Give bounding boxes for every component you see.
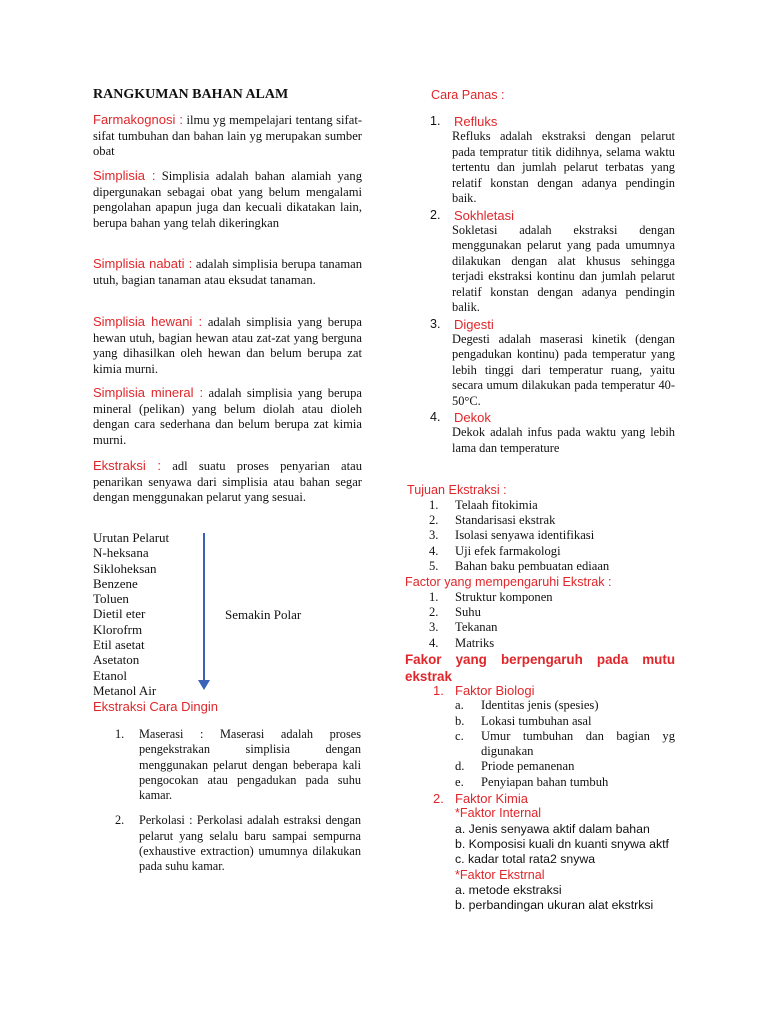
solvent-item: Benzene (93, 575, 138, 591)
list-item: d. Priode pemanenan (455, 759, 575, 774)
list-item: b. Komposisi kuali dn kuanti snywa aktf (455, 836, 669, 851)
tujuan-heading: Tujuan Ekstraksi : (407, 483, 507, 497)
polarity-arrow-head (198, 680, 210, 690)
definition-simplisia-hewani: Simplisia hewani : adalah simplisia yang berupa hewan utuh, bagian hewan atau zat-zat yang berguna yang dihasilkan oleh hewan dan belum berupa zat kimia murni. (93, 314, 362, 376)
solvent-heading: Urutan Pelarut (93, 530, 170, 545)
faktor-kimia: 2. Faktor Kimia (433, 791, 528, 807)
solvent-item: Sikloheksan (93, 560, 157, 576)
solvent-item: Toluen (93, 591, 129, 607)
panas-heading: Cara Panas : (431, 88, 505, 102)
list-item: 1. Refluks Refluks adalah ekstraksi dengan pelarut pada tempratur titik didihnya, selama waktu tertentu dan jumlah pelarut terbatas yang relatif konstan dengan adanya pendingin baik. (430, 114, 675, 205)
faktor-internal-label: *Faktor Internal (455, 806, 542, 821)
solvent-item: Etanol (93, 667, 127, 683)
list-item: a. Jenis senyawa aktif dalam bahan (455, 821, 650, 836)
faktor-eksternal-label: *Faktor Ekstrnal (455, 867, 545, 882)
polarity-arrow (203, 533, 205, 683)
faktor-biologi: 1. Faktor Biologi (433, 683, 535, 698)
definition-simplisia-mineral: Simplisia mineral : adalah simplisia yang berupa mineral (pelikan) yang belum diolah atau dioleh dengan cara sederhana dan belum berupa zat kimia murni. (93, 385, 362, 447)
page-title: RANGKUMAN BAHAN ALAM (93, 87, 289, 102)
factor-heading: Factor yang mempengaruhi Ekstrak : (405, 575, 612, 589)
list-item: b. perbandingan ukuran alat ekstrksi (455, 898, 654, 913)
dingin-heading: Ekstraksi Cara Dingin (93, 699, 218, 714)
solvent-item: Klorofrm (93, 621, 143, 637)
solvent-item: Asetaton (93, 652, 140, 668)
list-item: 5. Bahan baku pembuatan ediaan (429, 558, 610, 573)
list-item: 1. Struktur komponen (429, 590, 553, 604)
list-item: 1. Maserasi : Maserasi adalah proses pengekstrakan simplisia dengan menggunakan pelarut dengan beberapa kali pengocokan atau pengadukan pada suhu kamar. (115, 727, 361, 803)
list-item: 4. Matriks (429, 635, 495, 650)
solvent-item: Metanol Air (93, 682, 157, 698)
panas-list (430, 114, 675, 457)
list-item: a. metode ekstraksi (455, 882, 562, 897)
list-item: e. Penyiapan bahan tumbuh (455, 774, 609, 789)
polarity-label: Semakin Polar (225, 607, 302, 622)
factor-list (405, 590, 675, 651)
dingin-list (115, 727, 361, 885)
definition-ekstraksi: Ekstraksi : adl suatu proses penyarian atau penarikan senyawa dari simplisia atau bahan segar dengan menggunakan pelarut yang sesuai. (93, 458, 362, 504)
list-item: 3. Tekanan (429, 620, 498, 635)
list-item: 4. Uji efek farmakologi (429, 543, 561, 558)
list-item: c. kadar total rata2 snywa (455, 852, 596, 867)
solvent-item: N-heksana (93, 545, 149, 561)
list-item: 2. Suhu (429, 605, 481, 620)
list-item: 2. Sokhletasi Sokletasi adalah ekstraksi dengan menggunakan pelarut yang pada umumnya dilakukan dengan alat khusus sehingga terjadi ekstraksi kontinu dan jumlah pelarut relatif konstan dengan adanya pendingin balik. (430, 207, 675, 314)
list-item: 1. Telaah fitokimia (429, 498, 538, 512)
list-item: 3. Digesti Degesti adalah maserasi kinetik (dengan pengadukan kontinu) pada temperatur yang lebih tinggi dari temperatur ruang, yaitu secara umum dilakukan pada temperatur 40-50°C. (430, 316, 675, 408)
fakor-section (405, 683, 675, 913)
list-item: b. Lokasi tumbuhan asal (455, 713, 592, 728)
solvent-item: Dietil eter (93, 606, 146, 622)
definition-simplisia-nabati: Simplisia nabati : adalah simplisia berupa tanaman utuh, bagian tanaman atau eksudat tanaman. (93, 256, 362, 287)
list-item: 3. Isolasi senyawa identifikasi (429, 528, 595, 543)
tujuan-list (405, 498, 675, 574)
definition-simplisia: Simplisia : Simplisia adalah bahan alamiah yang dipergunakan sebagai obat yang belum mengalami pengolahan apapun juga dan kecuali dikatakan lain, berupa bahan yang telah dikeringkan (93, 168, 362, 230)
list-item: 4. Dekok Dekok adalah infus pada waktu yang lebih lama dan temperature (430, 410, 675, 455)
definition-farmakognosi: Farmakognosi : ilmu yg mempelajari tentang sifat-sifat tumbuhan dan bahan lain yg merupakan sumber obat (93, 112, 363, 158)
list-item: c. Umur tumbuhan dan bagian yg digunakan (455, 728, 675, 759)
list-item: 2. Perkolasi : Perkolasi adalah estraksi dengan pelarut yang selalu baru sampai sempurna (exhaustive extraction) umumnya dilakukan pada suhu kamar. (115, 813, 361, 874)
solvent-item: Etil asetat (93, 637, 145, 653)
fakor-heading: Fakor yang berpengaruh pada mutu ekstrak (405, 652, 675, 684)
list-item: 2. Standarisasi ekstrak (429, 513, 556, 528)
solvent-list (93, 530, 169, 698)
list-item: a. Identitas jenis (spesies) (455, 698, 599, 713)
